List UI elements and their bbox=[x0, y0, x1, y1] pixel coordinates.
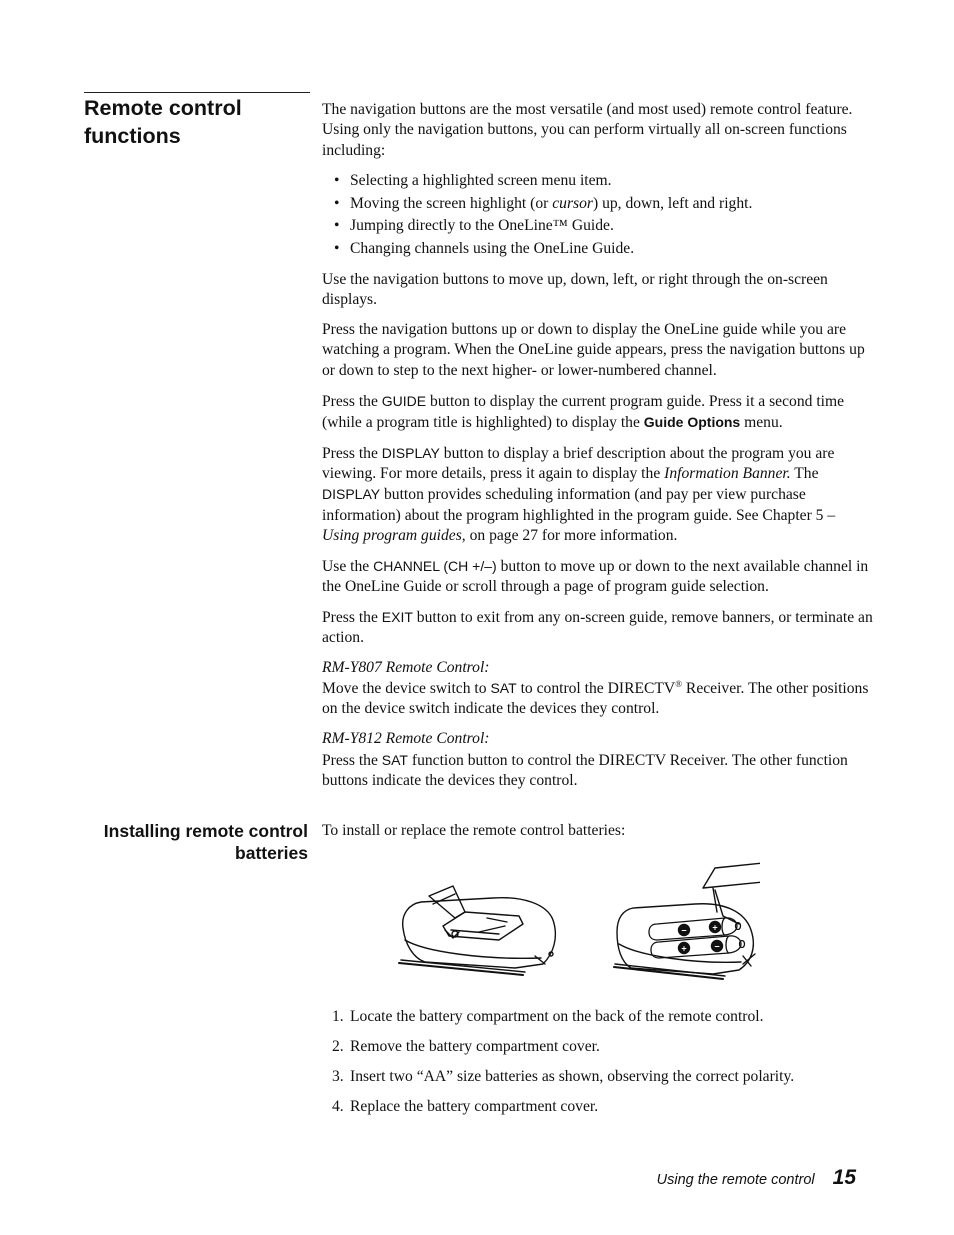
sat-key: SAT bbox=[381, 751, 408, 768]
display-key: DISPLAY bbox=[381, 444, 440, 461]
rm-y807-label: RM-Y807 Remote Control: bbox=[322, 658, 490, 676]
section-heading-remote-control-functions bbox=[84, 94, 310, 150]
batteries-intro: To install or replace the remote control batteries: bbox=[322, 822, 626, 839]
bullet-item: • Changing channels using the OneLine Guide. bbox=[322, 238, 874, 261]
heading-line-1: Remote control bbox=[84, 96, 242, 120]
rm-y807-paragraph bbox=[322, 658, 874, 720]
text-run: on page 27 for more information. bbox=[465, 526, 678, 544]
bullet-text-tail: ) up, down, left and right. bbox=[592, 194, 753, 212]
text-run: Press the bbox=[322, 608, 382, 626]
information-banner-term: Information Banner. bbox=[664, 464, 791, 482]
intro-paragraph: The navigation buttons are the most versatile (and most used) remote control feature. Using only the navigation buttons, you can perform virtually all on-screen functions including: bbox=[322, 101, 853, 159]
text-run: button to exit from any on-screen guide, remove banners, or terminate an action. bbox=[322, 608, 873, 647]
display-key: DISPLAY bbox=[322, 486, 381, 503]
rm-y812-paragraph bbox=[322, 729, 874, 791]
function-bullet-list bbox=[322, 170, 874, 261]
text-run: Press the bbox=[322, 392, 382, 410]
remote-back-right bbox=[617, 904, 753, 974]
text-run: The bbox=[790, 464, 819, 482]
polarity-minus: − bbox=[714, 941, 720, 952]
step-number: 1. bbox=[332, 1008, 344, 1025]
step-number: 4. bbox=[332, 1098, 344, 1116]
remote-functions-body bbox=[322, 100, 874, 791]
registered-mark: ® bbox=[675, 678, 683, 689]
text-run: Receiver. The other positions on the device switch indicate the devices they control. bbox=[322, 680, 869, 718]
step-text: Remove the battery compartment cover. bbox=[350, 1038, 600, 1056]
bullet-item: • Selecting a highlighted screen menu item. bbox=[322, 170, 874, 193]
guide-paragraph bbox=[322, 391, 874, 434]
step-text: Locate the battery compartment on the back of the remote control. bbox=[350, 1008, 764, 1025]
exit-key: EXIT bbox=[381, 608, 413, 625]
text-run: Press the bbox=[322, 444, 382, 462]
step-item bbox=[322, 1097, 874, 1117]
display-paragraph bbox=[322, 443, 874, 546]
guide-options-menu-name: Guide Options bbox=[643, 413, 741, 430]
bullet-item: • Jumping directly to the OneLine™ Guide. bbox=[322, 215, 874, 238]
text-run: menu. bbox=[740, 413, 783, 431]
text-run: function button to control the DIRECTV Receiver. The other function buttons indicate the devices they control. bbox=[322, 751, 848, 789]
text-run: button to move up or down to the next available channel in the OneLine Guide or scroll through a page of program guide selection. bbox=[322, 557, 869, 595]
step-number: 2. bbox=[332, 1038, 344, 1056]
step-text: Insert two “AA” size batteries as shown, observing the correct polarity. bbox=[350, 1068, 795, 1086]
heading-line-2: functions bbox=[84, 124, 181, 148]
exit-paragraph bbox=[322, 607, 874, 649]
text-run: button to display the current program guide. Press it a second time (while a program title is highlighted) to display the bbox=[322, 392, 845, 431]
text-run: Press the bbox=[322, 751, 382, 769]
battery-installation-illustration bbox=[395, 860, 760, 985]
sat-key: SAT bbox=[490, 680, 517, 697]
rm-y812-label: RM-Y812 Remote Control: bbox=[322, 730, 490, 748]
polarity-minus: − bbox=[681, 925, 687, 936]
step-item bbox=[322, 1037, 874, 1057]
batteries-body bbox=[322, 821, 874, 841]
step-item bbox=[322, 1067, 874, 1087]
polarity-plus: + bbox=[681, 943, 687, 954]
polarity-plus: + bbox=[712, 922, 718, 933]
text-run: to control the DIRECTV bbox=[516, 680, 676, 698]
battery-cover-right bbox=[703, 862, 760, 888]
channel-key: CHANNEL (CH +/–) bbox=[373, 557, 497, 574]
footer-section-title: Using the remote control bbox=[656, 1172, 815, 1188]
section-heading-installing-batteries bbox=[84, 820, 308, 864]
battery-steps-list bbox=[322, 1007, 874, 1127]
text-run: Use the bbox=[322, 557, 374, 575]
page-number: 15 bbox=[832, 1166, 856, 1189]
cursor-term: cursor bbox=[552, 194, 593, 212]
channel-paragraph bbox=[322, 556, 874, 598]
heading-line-2: batteries bbox=[235, 843, 308, 863]
bullet-text: Moving the screen highlight (or bbox=[350, 194, 553, 212]
heading-line-1: Installing remote control bbox=[103, 821, 308, 841]
text-run: Move the device switch to bbox=[322, 680, 491, 698]
updown-paragraph: Press the navigation buttons up or down to display the OneLine guide while you are watching a program. When the OneLine guide appears, press the navigation buttons up or down to step to the next higher- or lower-numbered channel. bbox=[322, 321, 865, 379]
guide-key: GUIDE bbox=[381, 392, 427, 409]
text-run: button provides scheduling information (and pay per view purchase information) about the program highlighted in the program guide. See Chapter 5 – bbox=[322, 486, 836, 524]
text-run: button to display a brief description about the program you are viewing. For more details, press it again to display the bbox=[322, 444, 835, 482]
nav-paragraph: Use the navigation buttons to move up, down, left, or right through the on-screen displays. bbox=[322, 271, 828, 309]
aa-batteries bbox=[649, 918, 745, 958]
step-number: 3. bbox=[332, 1068, 344, 1086]
step-item bbox=[322, 1007, 874, 1027]
bullet-item bbox=[322, 193, 874, 216]
pull-tab-left bbox=[429, 886, 465, 918]
step-text: Replace the battery compartment cover. bbox=[350, 1098, 599, 1116]
chapter-reference: Using program guides, bbox=[322, 526, 466, 544]
heading-rule bbox=[84, 92, 310, 93]
page-footer bbox=[560, 1166, 856, 1190]
